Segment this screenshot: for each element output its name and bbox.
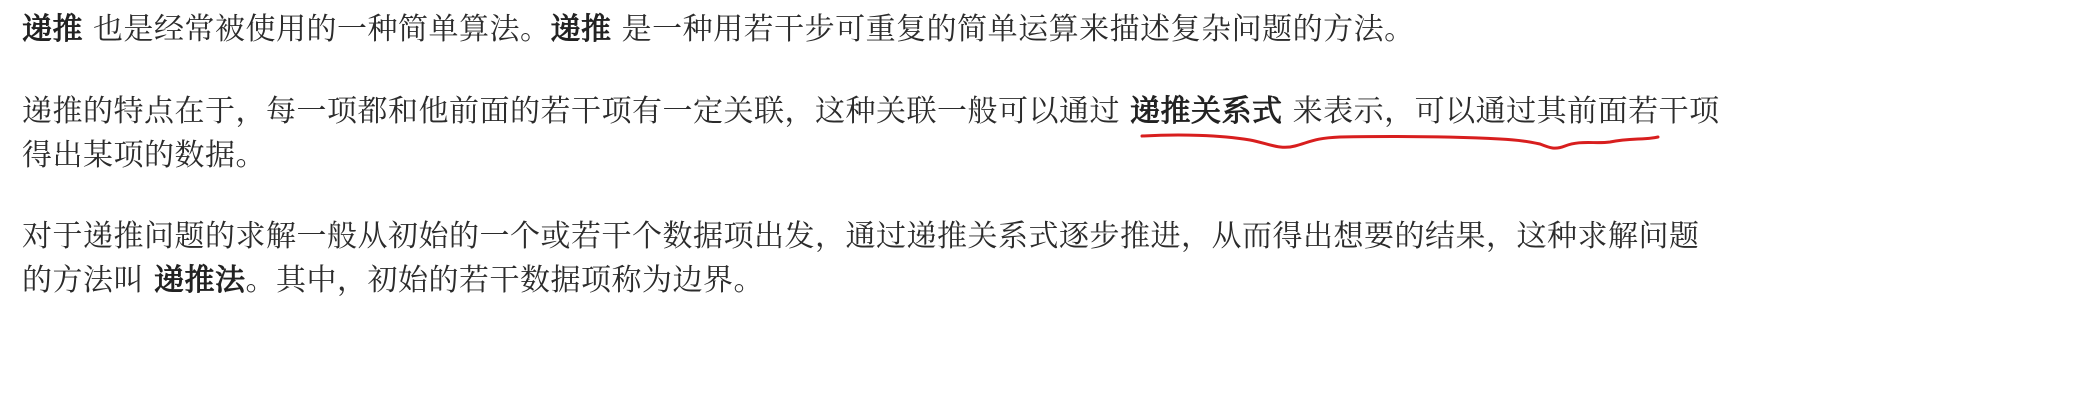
term-recurrence: 递推 xyxy=(22,12,83,47)
term-recurrence-method: 递推法 xyxy=(154,263,246,298)
paragraph-1-text-2: 是一种用若干步可重复的简单运算来描述复杂问题的方法。 xyxy=(611,12,1415,47)
paragraph-3 xyxy=(22,215,1700,303)
paragraph-3-text-1: 对于递推问题的求解一般从初始的一个或若干个数据项出发，通过递推关系式逐步推进，从而得出想要的结果，这种求解问题 xyxy=(22,219,1700,254)
term-recurrence-relation: 递推关系式 xyxy=(1130,94,1283,129)
paragraph-1-text-1: 也是经常被使用的一种简单算法。 xyxy=(83,12,551,47)
paragraph-2 xyxy=(22,90,1720,178)
paragraph-2-text-1: 递推的特点在于，每一项都和他前面的若干项有一定关联，这种关联一般可以通过 xyxy=(22,94,1131,129)
paragraph-2-text-2: 来表示，可以通过其前面若干项 xyxy=(1282,94,1720,129)
paragraph-3-text-2: 的方法叫 xyxy=(22,263,155,298)
term-recurrence-2: 递推 xyxy=(550,12,612,47)
paragraph-3-text-3: 。其中，初始的若干数据项称为边界。 xyxy=(245,263,765,298)
paragraph-1 xyxy=(22,8,1415,52)
paragraph-2-text-3: 得出某项的数据。 xyxy=(22,138,266,173)
